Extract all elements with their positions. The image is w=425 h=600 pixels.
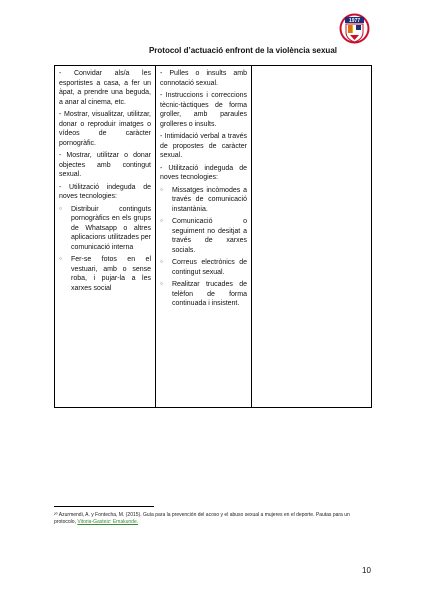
sublist: [59, 205, 151, 294]
table-cell-col3-empty: [252, 66, 372, 408]
circle-bullet-icon: ○: [160, 281, 164, 287]
sublist-item: [160, 258, 247, 277]
table-row: [55, 66, 372, 408]
circle-bullet-icon: ○: [160, 259, 164, 265]
sublist-item: [59, 255, 151, 293]
violence-examples-table: [54, 65, 372, 408]
sublist-item-text: Missatges incòmodes a través de comunicació instantània.: [172, 186, 247, 213]
sublist-item-text: Realitzar trucades de telèfon de forma continuada i insistent.: [172, 281, 247, 307]
footnote-link[interactable]: Vitoria-Gasteiz: Emakunde.: [77, 519, 139, 525]
list-item: - Utilització indeguda de noves tecnologies:: [160, 164, 247, 181]
document-header-title: Protocol d’actuació enfront de la violència sexual: [148, 46, 337, 55]
list-item: - Pulles o insults amb connotació sexual.: [160, 70, 247, 87]
footnote-text: ²⁰ Azurmendi, A. y Fontecha, M. (2015). Guía para la prevención del acoso y el abuso sexual a mujeres en el deporte. Pautas para un protocolo,: [54, 512, 350, 525]
sublist-item-text: Comunicació o seguiment no desitjat a través de xarxes socials.: [172, 218, 247, 254]
crest-year-text: 1977: [348, 17, 361, 24]
list-item: - Mostrar, utilitzar o donar objectes amb contingut sexual.: [59, 152, 151, 178]
sublist-item-text: Distribuir continguts pornogràfics en els grups de Whatsapp o altres aplicacions utilitzades per comunicació interna: [71, 205, 151, 251]
sublist-item: [160, 186, 247, 215]
sublist-item-text: Fer-se fotos en el vestuari, amb o sense roba, i pujar-la a les xarxes social: [71, 256, 151, 292]
footnote-divider: [54, 506, 154, 507]
table-cell-col1: [55, 66, 156, 408]
circle-bullet-icon: ○: [160, 186, 164, 193]
club-crest-logo: [339, 10, 370, 47]
sublist: [160, 186, 247, 309]
sublist-item-text: Correus electrònics de contingut sexual.: [172, 259, 247, 276]
list-item: - Convidar als/a les esportistes a casa, a fer un àpat, a prendre una beguda, a anar al cinema, etc.: [59, 70, 151, 106]
list-item: - Utilització indeguda de noves tecnologies:: [59, 183, 151, 200]
crest-shield-icon: [339, 10, 370, 47]
circle-bullet-icon: ○: [59, 205, 63, 212]
circle-bullet-icon: ○: [160, 218, 164, 224]
table-cell-col2: [156, 66, 252, 408]
sublist-item: [160, 217, 247, 255]
list-item: - Mostrar, visualitzar, utilitzar, donar o reproduir imatges o vídeos de caràcter pornogràfic.: [59, 111, 151, 147]
list-item: - Intimidació verbal a través de propostes de caràcter sexual.: [160, 133, 247, 159]
sublist-item: [160, 280, 247, 309]
page-number: 10: [362, 566, 371, 575]
list-item: - Instruccions i correccions tècnic-tàctiques de forma groller, amb paraules grolleres o insults.: [160, 92, 247, 128]
circle-bullet-icon: ○: [59, 256, 63, 262]
sublist-item: [59, 205, 151, 253]
footnote: [54, 512, 372, 526]
